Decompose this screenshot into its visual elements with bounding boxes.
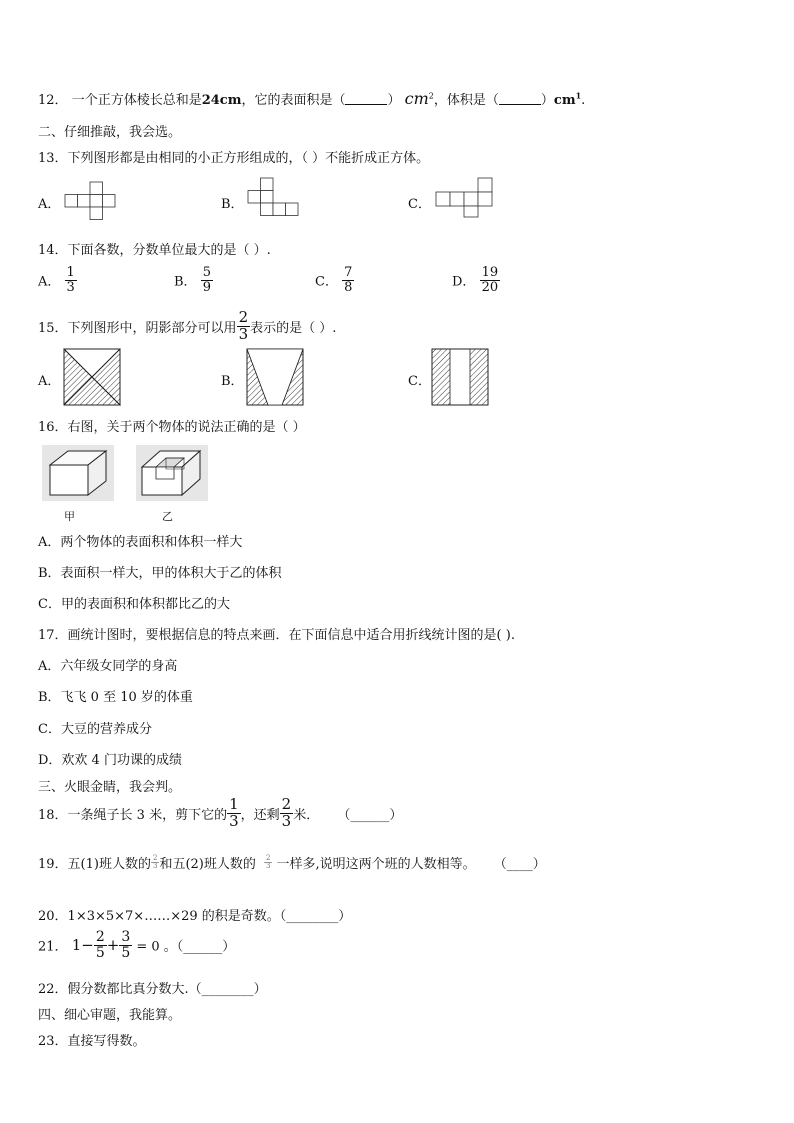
cube-net-c [434,177,494,217]
option-a[interactable]: A． $\frac{1}{3}$ [38,265,75,295]
question-number: 23． [38,1034,68,1049]
fraction: $\frac{2}{3}$ [238,308,249,343]
fraction: $\frac{2}{5}$ [95,929,105,961]
section-3-heading: 三、火眼金睛，我会判。 [38,780,182,795]
option-a[interactable]: A．两个物体的表面积和体积一样大 [38,535,243,550]
question-number: 19． [38,857,68,872]
fraction: $\frac{2}{3}$ [152,853,158,870]
question-17: 17．画统计图时，要根据信息的特点来画．在下面信息中适合用折线统计图的是( ). [38,628,515,643]
question-number: 22． [38,982,68,997]
question-number: 18． [38,807,68,823]
question-19: 19．五(1)班人数的 $\frac{2}{3}$ 和五(2)班人数的 $\frac{2}{3}$ 一样多,说明这两个班的人数相等。 （____） [38,853,546,872]
shape-b-hatched-triangles [246,348,304,406]
question-14: 14．下面各数，分数单位最大的是（ ）. [38,243,271,258]
shape-a-hatched-square [63,348,121,406]
question-number: 21． [38,939,68,955]
question-number: 13． [38,151,68,166]
option-c[interactable]: C． $\frac{7}{8}$ [315,265,353,295]
section-2-heading: 二、仔细推敲，我会选。 [38,125,182,140]
question-23: 23．直接写得数。 [38,1034,146,1049]
option-a[interactable]: A．六年级女同学的身高 [38,659,178,674]
question-number: 16． [38,420,68,435]
question-number: 15． [38,320,68,336]
question-number: 14． [38,243,68,258]
option-d[interactable]: D．欢欢 4 门功课的成绩 [38,753,182,768]
question-21: 21． 1− $\frac{2}{5}$ + $\frac{3}{5}$ = 0 。（______） [38,929,236,961]
answer-blank[interactable] [345,92,387,105]
option-label[interactable]: C． [408,374,431,389]
section-4-heading: 四、细心审题，我能算。 [38,1008,182,1023]
shape-c-hatched-strips [431,348,489,406]
option-c[interactable]: C．大豆的营养成分 [38,722,152,737]
answer-blank[interactable]: （____） [493,857,546,872]
label-jia: 甲 [64,510,75,523]
object-yi-notched-cuboid [136,445,208,501]
fraction: $\frac{2}{3}$ [281,795,292,830]
fraction: $\frac{19}{20}$ [481,265,499,295]
cube-net-a [64,181,116,221]
question-15: 15．下列图形中，阴影部分可以用 $\frac{2}{3}$ 表示的是（ ）. [38,308,337,343]
question-number: 12． [38,93,68,108]
question-number: 20． [38,909,68,924]
answer-blank[interactable]: （______） [337,807,403,823]
question-13: 13．下列图形都是由相同的小正方形组成的，（ ）不能折成正方体。 [38,151,430,166]
question-12: 12． 一个正方体棱长总和是24cm，它的表面积是（ ） $cm^2$，体积是（ ）$cm^1$. [38,89,586,108]
question-18: 18．一条绳子长 3 米，剪下它的 $\frac{1}{3}$ ，还剩 $\frac{2}{3}$ 米． （______） [38,795,403,830]
question-22: 22．假分数都比真分数大.（________） [38,982,267,997]
option-b[interactable]: B．表面积一样大，甲的体积大于乙的体积 [38,566,282,581]
option-b[interactable]: B．飞飞 0 至 10 岁的体重 [38,690,193,705]
fraction: $\frac{1}{3}$ [66,265,75,295]
option-label[interactable]: B． [221,197,244,212]
option-label[interactable]: A． [38,374,61,389]
option-label[interactable]: B． [221,374,244,389]
fraction: $\frac{3}{5}$ [121,929,131,961]
fraction: $\frac{1}{3}$ [229,795,239,830]
fraction: $\frac{2}{3}$ [266,853,271,870]
option-label[interactable]: C． [408,197,431,212]
question-16: 16．右图，关于两个物体的说法正确的是（ ） [38,420,306,435]
answer-blank[interactable] [499,92,541,105]
option-b[interactable]: B． $\frac{5}{9}$ [174,265,211,295]
fraction: $\frac{7}{8}$ [344,265,353,295]
fraction: $\frac{5}{9}$ [202,265,211,295]
label-yi: 乙 [162,510,173,523]
option-d[interactable]: D． $\frac{19}{20}$ [452,265,499,295]
object-jia-cuboid [42,445,114,501]
option-label[interactable]: A． [38,197,61,212]
option-c[interactable]: C．甲的表面积和体积都比乙的大 [38,597,230,612]
question-20: 20．1×3×5×7×……×29 的积是奇数。（________） [38,909,352,924]
question-number: 17． [38,628,68,643]
cube-net-b [247,177,299,217]
